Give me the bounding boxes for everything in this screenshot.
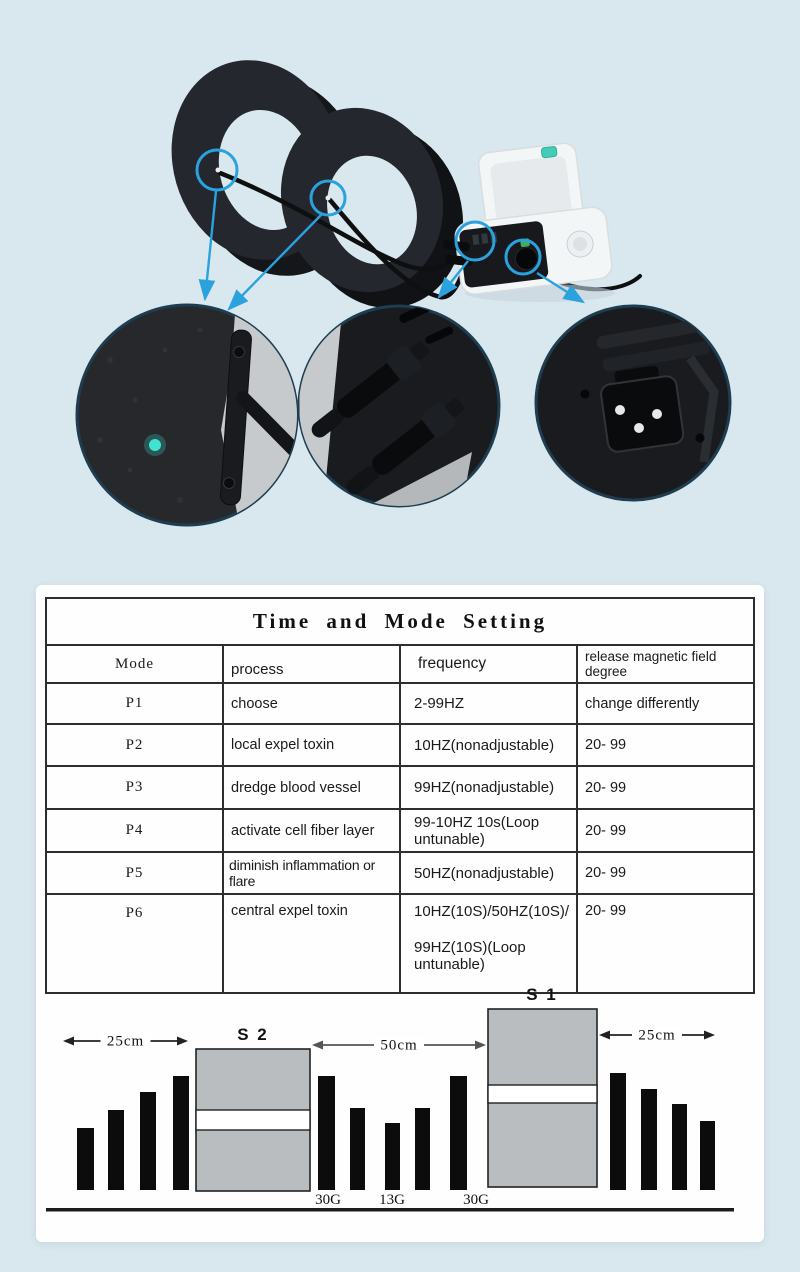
iec-inlet [600, 375, 685, 453]
header-process: process [223, 645, 400, 683]
coil-connector-dot-small [326, 196, 331, 201]
cell-frequency: 99-10HZ 10s(Loop untunable) [400, 809, 577, 852]
cell-process: diminish inflammation or flare [223, 852, 400, 894]
coil-connector-dot-large [216, 168, 221, 173]
table-row [46, 766, 754, 809]
header-mode: Mode [46, 645, 223, 683]
arrowhead-right [475, 1041, 486, 1050]
arrowhead-left [599, 1031, 610, 1040]
field-bar [77, 1128, 94, 1190]
field-bar [108, 1110, 124, 1190]
solenoid-s2-label: S 2 [237, 1025, 269, 1044]
gauss-label: 30G [463, 1192, 489, 1208]
cell-process: choose [223, 683, 400, 724]
table-row [46, 809, 754, 852]
table-title: Time and Mode Setting [46, 598, 754, 645]
dimension-label: 25cm [638, 1027, 676, 1044]
cell-degree: change differently [577, 683, 754, 724]
cell-mode: P6 [46, 894, 223, 993]
cell-process: dredge blood vessel [223, 766, 400, 809]
cell-process: activate cell fiber layer [223, 809, 400, 852]
detail-circle-connector-led [77, 300, 314, 528]
frequency-line-1: 10HZ(10S)/50HZ(10S)/ [414, 903, 570, 920]
spec-table [45, 597, 755, 994]
gauss-label: 30G [315, 1192, 341, 1208]
led-indicator [149, 439, 161, 451]
table-title-row [46, 598, 754, 645]
cell-degree: 20- 99 [577, 724, 754, 766]
field-bar [700, 1121, 715, 1190]
field-bar [140, 1092, 156, 1190]
cell-mode: P2 [46, 724, 223, 766]
solenoid-s1-gap [488, 1085, 597, 1103]
cell-degree: 20- 99 [577, 809, 754, 852]
cell-degree: 20- 99 [577, 766, 754, 809]
dimension-label: 50cm [380, 1037, 418, 1054]
cell-mode: P3 [46, 766, 223, 809]
solenoid-s1-label: S 1 [526, 985, 558, 1004]
solenoid-s2-gap [196, 1110, 310, 1130]
field-bar [641, 1089, 657, 1190]
field-bar [450, 1076, 467, 1190]
cell-mode: P5 [46, 852, 223, 894]
field-bar [610, 1073, 626, 1190]
arrowhead-left [63, 1037, 74, 1046]
field-bar [672, 1104, 687, 1190]
cell-degree: 20- 99 [577, 852, 754, 894]
inlet-pin-right [652, 409, 662, 419]
detail-circle-power-inlet [536, 306, 730, 500]
field-bar [350, 1108, 365, 1190]
field-bar [385, 1123, 400, 1190]
arrowhead-right [177, 1037, 188, 1046]
table-row [46, 724, 754, 766]
header-frequency: frequency [400, 645, 577, 683]
cell-frequency: 10HZ(nonadjustable) [400, 724, 577, 766]
table-header-row [46, 645, 754, 683]
field-bar [415, 1108, 430, 1190]
ground-line [46, 1208, 734, 1212]
cell-frequency: 50HZ(nonadjustable) [400, 852, 577, 894]
table-row [46, 852, 754, 894]
gauss-label: 13G [379, 1192, 405, 1208]
connector-screw-bottom [224, 478, 235, 489]
field-bar [318, 1076, 335, 1190]
inlet-pin-center [634, 423, 644, 433]
product-illustration [0, 0, 800, 560]
connector-screw-top [234, 347, 245, 358]
header-degree: release magnetic field degree [577, 645, 754, 683]
dimension-label: 25cm [106, 1033, 145, 1050]
device-teal-button [541, 146, 557, 158]
field-distribution-diagram [36, 960, 764, 1242]
table-row [46, 683, 754, 724]
cell-frequency: 99HZ(nonadjustable) [400, 766, 577, 809]
arrowhead-right [704, 1031, 715, 1040]
cell-mode: P1 [46, 683, 223, 724]
inlet-pin-left [615, 405, 625, 415]
cell-mode: P4 [46, 809, 223, 852]
cell-frequency: 2-99HZ [400, 683, 577, 724]
spec-panel [36, 585, 764, 1242]
arrowhead-left [312, 1041, 323, 1050]
cell-process: local expel toxin [223, 724, 400, 766]
frequency-line-2: 99HZ(10S)(Loop untunable) [414, 939, 526, 973]
cell-process: central expel toxin [223, 894, 400, 993]
detail-circle-cable-plugs [299, 301, 499, 506]
field-bar [173, 1076, 189, 1190]
cell-degree: 20- 99 [577, 894, 754, 993]
